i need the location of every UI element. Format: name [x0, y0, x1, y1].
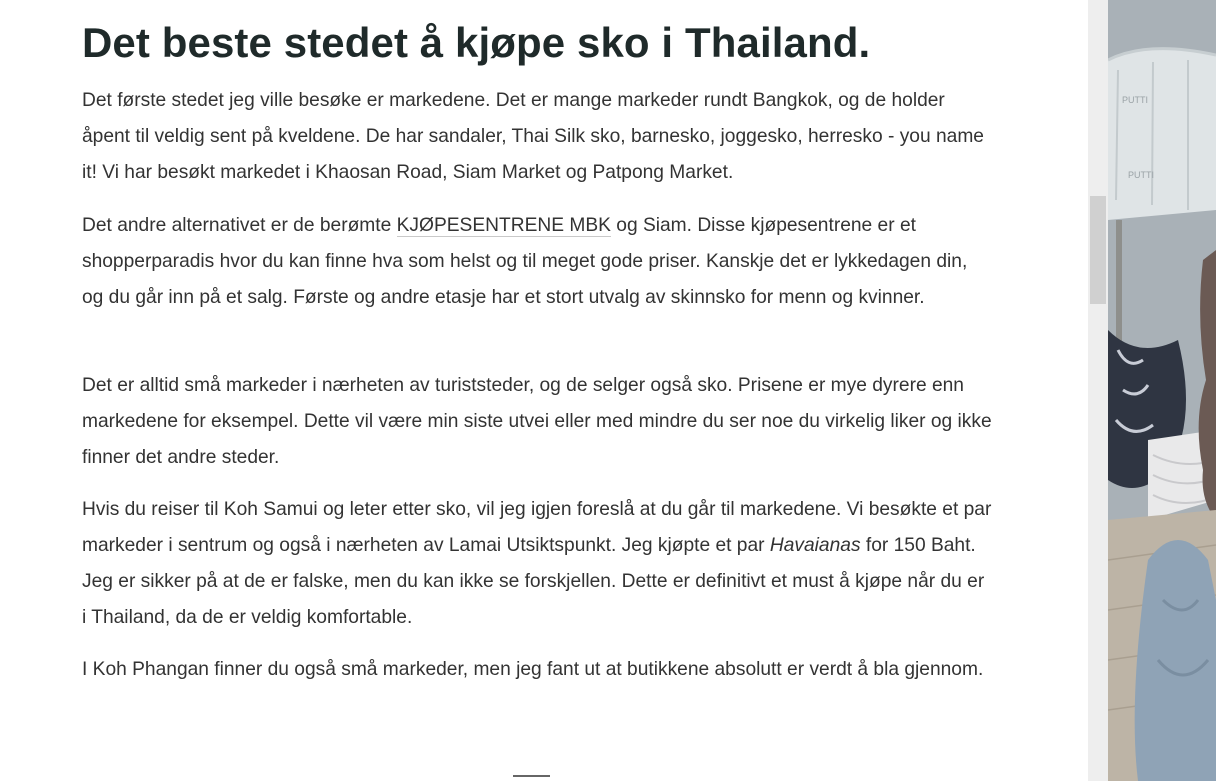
paragraph-text: for 150 Baht. Jeg er sikker på at de er falske, men du kan ikke se forskjellen. Dette er definitivt et must å kjøpe når du er i Thailand, da de er veldig komfortable. [82, 535, 985, 628]
emphasis-havaianas: Havaianas [769, 535, 861, 556]
article [82, 0, 1002, 680]
paragraph-tourist-markets: Det er alltid små markeder i nærheten av turiststeder, og de selger også sko. Prisene er mye dyrere enn markedene for eksempel. Dette vil være min siste utvei eller med mindre du ser noe du virkelig liker og ikke finner det andre steder. [82, 375, 992, 468]
article-title: Det beste stedet å kjøpe sko i Thailand. [82, 19, 871, 66]
market-photo-illustration [1108, 0, 1216, 781]
link-mbk-malls[interactable]: KJØPESENTRENE MBK [396, 215, 611, 236]
paragraph-koh-samui [82, 492, 992, 636]
paragraph-malls [82, 208, 992, 316]
paragraph-koh-phangan: I Koh Phangan finner du også små markeder, men jeg fant ut at butikkene absolutt er verdt å bla gjennom. [82, 659, 984, 680]
svg-text:PUTTI: PUTTI [1122, 95, 1148, 105]
paragraph-text: og Siam. Disse kjøpesentrene er et shopperparadis hvor du kan finne hva som helst og til meget gode priser. Kanskje det er lykkedagen din, og du går inn på et salg. Første og andre etasje har et stort utvalg av skinnsko for menn og kvinner. [82, 215, 968, 308]
section-divider [513, 775, 550, 777]
scrollbar-track[interactable] [1088, 0, 1108, 781]
scrollbar-thumb[interactable] [1090, 196, 1106, 304]
paragraph-text: Det andre alternativet er de berømte [82, 215, 397, 236]
svg-text:PUTTI: PUTTI [1128, 170, 1154, 180]
paragraph-text: Hvis du reiser til Koh Samui og leter etter sko, vil jeg igjen foreslå at du går til markedene. Vi besøkte et par markeder i sentrum og også i nærheten av Lamai Utsiktspunkt. Jeg kjøpte et par [82, 499, 992, 556]
paragraph-markets: Det første stedet jeg ville besøke er markedene. Det er mange markeder rundt Bangkok, og de holder åpent til veldig sent på kveldene. De har sandaler, Thai Silk sko, barnesko, joggesko, herresko - you name it! Vi har besøkt markedet i Khaosan Road, Siam Market og Patpong Market. [82, 90, 984, 183]
market-photo [1108, 0, 1216, 781]
